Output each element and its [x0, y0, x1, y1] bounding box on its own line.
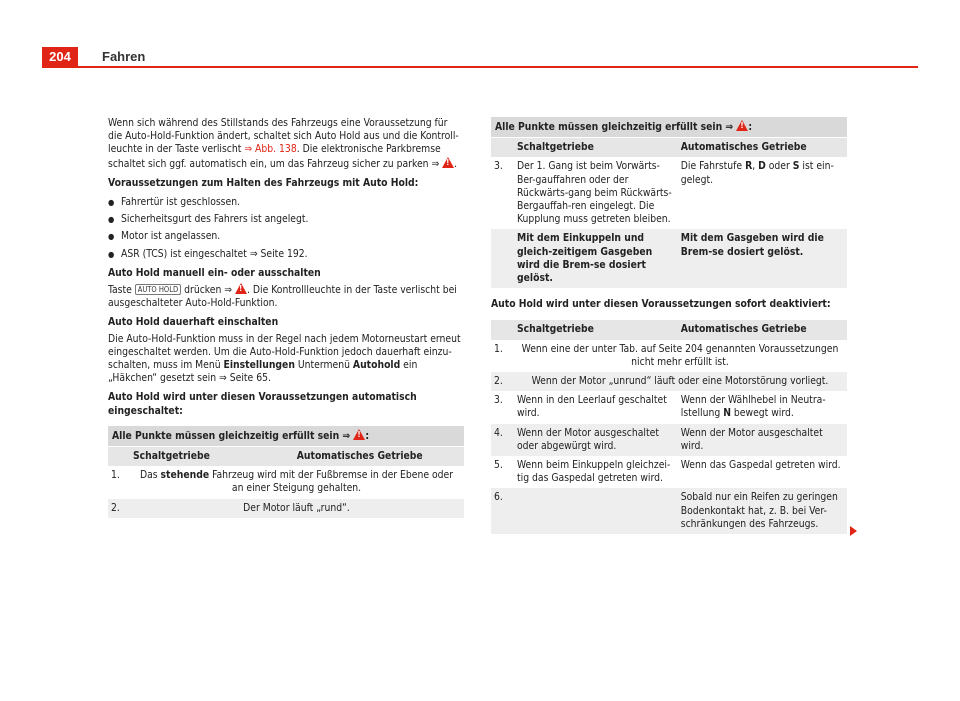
permanent-text-2: Untermenü — [294, 359, 353, 372]
manual-text-2: drücken ⇒ — [181, 284, 236, 297]
table-header-row — [108, 447, 464, 467]
cell-bold: stehende — [160, 469, 210, 482]
cell-text-2: Fahrzeug wird mit der Fußbremse in der Ebene oder an einer Steigung gehalten. — [209, 469, 454, 495]
table-cell: Mit dem Gasgeben wird die Brem-se dosiert gelöst. — [677, 229, 847, 288]
cell-text: bewegt wird. — [730, 407, 794, 420]
table-caption: Alle Punkte müssen gleichzeitig erfüllt sein ⇒ !: — [491, 117, 847, 138]
row-number: 2. — [491, 372, 513, 391]
table-cell: Wenn eine der unter Tab. auf Seite 204 genannten Voraussetzungen nicht mehr erfüllt ist. — [513, 340, 847, 372]
gear-r: R — [745, 160, 753, 173]
cell-text: Das — [139, 469, 161, 482]
table-cell: Wenn der Motor ausgeschaltet wird. — [677, 424, 847, 456]
cell-text: , — [752, 160, 759, 173]
table-row — [491, 391, 847, 423]
list-item: ● Motor ist angelassen. — [108, 230, 464, 243]
table-row — [491, 424, 847, 456]
manual-text: Taste — [108, 284, 135, 297]
continue-arrow-icon — [850, 526, 857, 536]
caption-text: Alle Punkte müssen gleichzeitig erfüllt sein ⇒ — [495, 121, 737, 133]
table-cell: Der Motor läuft „rund“. — [129, 499, 464, 518]
permanent-text-3: ein „Häkchen“ gesetzt sein ⇒ Seite 65. — [108, 359, 418, 385]
menu-name: Einstellungen — [223, 359, 295, 372]
table-header-row — [491, 138, 847, 158]
num-header — [491, 138, 513, 158]
list-item: ● Fahrertür ist geschlossen. — [108, 196, 464, 209]
column-header: Schaltgetriebe — [129, 447, 293, 467]
gear-d: D — [758, 160, 766, 173]
table-row — [491, 488, 847, 534]
permanent-text: Die Auto-Hold-Funktion muss in der Regel nach jedem Motorneustart erneut eingeschaltet werden. Um die Auto-Hold-Funktion jedoch dauerhaft einzu-schalten, muss im Menü — [108, 332, 461, 372]
row-number: 2. — [108, 499, 129, 518]
permanent-paragraph — [108, 333, 464, 386]
table-cell: Wenn beim Einkuppeln gleichzei-tig das Gaspedal getreten wird. — [513, 456, 677, 488]
gear-n: N — [723, 407, 731, 420]
table-row — [491, 157, 847, 229]
cell-text: ist ein-gelegt. — [680, 160, 834, 186]
auto-activation-table — [108, 426, 464, 518]
prereq-list — [108, 196, 464, 261]
num-header — [108, 447, 129, 467]
table-cell — [513, 488, 677, 534]
caption-text: Alle Punkte müssen gleichzeitig erfüllt sein ⇒ — [112, 429, 354, 442]
table-cell: Mit dem Einkuppeln und gleich-zeitigem Gasgeben wird die Brem-se dosiert gelöst. — [513, 229, 677, 288]
intro-text-3: . — [454, 157, 458, 170]
intro-text: Wenn sich während des Stillstands des Fahrzeugs eine Voraussetzung für die Auto-Hold-Funktion ändert, schaltet sich Auto Hold aus und die Kontroll-leuchte in der Taste verlischt — [108, 117, 459, 156]
table-cell: Der 1. Gang ist beim Vorwärts-Ber-gauffahren oder der Rückwärts-gang beim Rückwärts-Bergauffah-ren eingelegt. Die Kupplung muss getreten bleiben. — [513, 157, 677, 229]
deactivation-heading: Auto Hold wird unter diesen Voraussetzungen sofort deaktiviert: — [491, 298, 831, 311]
table-cell: Wenn der Motor ausgeschaltet oder abgewürgt wird. — [513, 424, 677, 456]
column-header: Schaltgetriebe — [513, 320, 677, 340]
row-number: 1. — [491, 340, 513, 372]
section-title: Fahren — [102, 49, 146, 64]
table-row — [491, 456, 847, 488]
row-number: 1. — [108, 466, 129, 498]
cell-text: oder — [765, 160, 793, 173]
manual-heading: Auto Hold manuell ein- oder ausschalten — [108, 266, 321, 279]
deactivation-table — [491, 319, 847, 534]
left-column — [108, 117, 464, 528]
row-number — [491, 229, 513, 288]
table-caption: Alle Punkte müssen gleichzeitig erfüllt sein ⇒ !: — [108, 426, 464, 447]
submenu-name: Autohold — [352, 359, 401, 372]
auto-activation-table-continued — [491, 117, 847, 288]
table-cell — [129, 466, 464, 498]
table-cell — [677, 488, 847, 534]
table-row — [108, 499, 464, 518]
row-number: 3. — [491, 157, 513, 229]
list-item: ● Sicherheitsgurt des Fahrers ist angelegt. — [108, 213, 464, 226]
auto-heading: Auto Hold wird unter diesen Voraussetzungen automatisch eingeschaltet: — [108, 391, 417, 417]
column-header: Automatisches Getriebe — [293, 447, 464, 467]
table-caption-row — [491, 117, 847, 138]
warning-triangle-icon[interactable] — [235, 283, 247, 294]
table-row — [108, 466, 464, 498]
auto-hold-key: AUTO HOLD — [135, 284, 181, 295]
row-number: 6. — [491, 488, 513, 534]
intro-text-2: . Die elektronische Parkbremse schaltet sich ggf. automatisch ein, um das Fahrzeug sicher zu parken ⇒ — [108, 143, 443, 170]
prereq-heading: Voraussetzungen zum Halten des Fahrzeugs mit Auto Hold: — [108, 176, 419, 189]
page-number: 204 — [42, 47, 78, 67]
right-column — [491, 117, 847, 544]
manual-text-3: . Die Kontrollleuchte in der Taste verlischt bei ausgeschalteter Auto-Hold-Funktion. — [108, 284, 457, 310]
row-number: 5. — [491, 456, 513, 488]
num-header — [491, 320, 513, 340]
table-header-row — [491, 320, 847, 340]
table-caption-row — [108, 426, 464, 447]
gear-s: S — [792, 160, 800, 173]
column-header: Automatisches Getriebe — [677, 138, 847, 158]
permanent-heading: Auto Hold dauerhaft einschalten — [108, 316, 279, 329]
warning-triangle-icon[interactable] — [736, 120, 748, 131]
table-cell: Wenn das Gaspedal getreten wird. — [677, 456, 847, 488]
warning-triangle-icon[interactable] — [442, 157, 454, 168]
intro-paragraph — [108, 117, 464, 171]
manual-paragraph — [108, 283, 464, 310]
table-row — [491, 229, 847, 288]
figure-link[interactable]: ⇒ Abb. 138 — [244, 143, 297, 156]
list-item: ● ASR (TCS) ist eingeschaltet ⇒ Seite 192. — [108, 248, 464, 261]
table-cell — [677, 157, 847, 229]
column-header: Schaltgetriebe — [513, 138, 677, 158]
column-header: Automatisches Getriebe — [677, 320, 847, 340]
warning-triangle-icon[interactable] — [353, 429, 365, 440]
row-number: 3. — [491, 391, 513, 423]
table-cell: Wenn der Motor „unrund“ läuft oder eine Motorstörung vorliegt. — [513, 372, 847, 391]
table-row — [491, 340, 847, 372]
row-number: 4. — [491, 424, 513, 456]
header-rule — [42, 66, 918, 68]
table-cell — [677, 391, 847, 423]
table-row — [491, 372, 847, 391]
cell-text: Die Fahrstufe — [680, 160, 746, 173]
table-cell: Wenn in den Leerlauf geschaltet wird. — [513, 391, 677, 423]
cell-text: Sobald nur ein Reifen zu geringen Bodenkontakt hat, z. B. bei Ver-schränkungen des Fahrzeugs. — [680, 491, 838, 530]
cell-text: Wenn der Wählhebel in Neutra-lstellung — [680, 394, 826, 420]
